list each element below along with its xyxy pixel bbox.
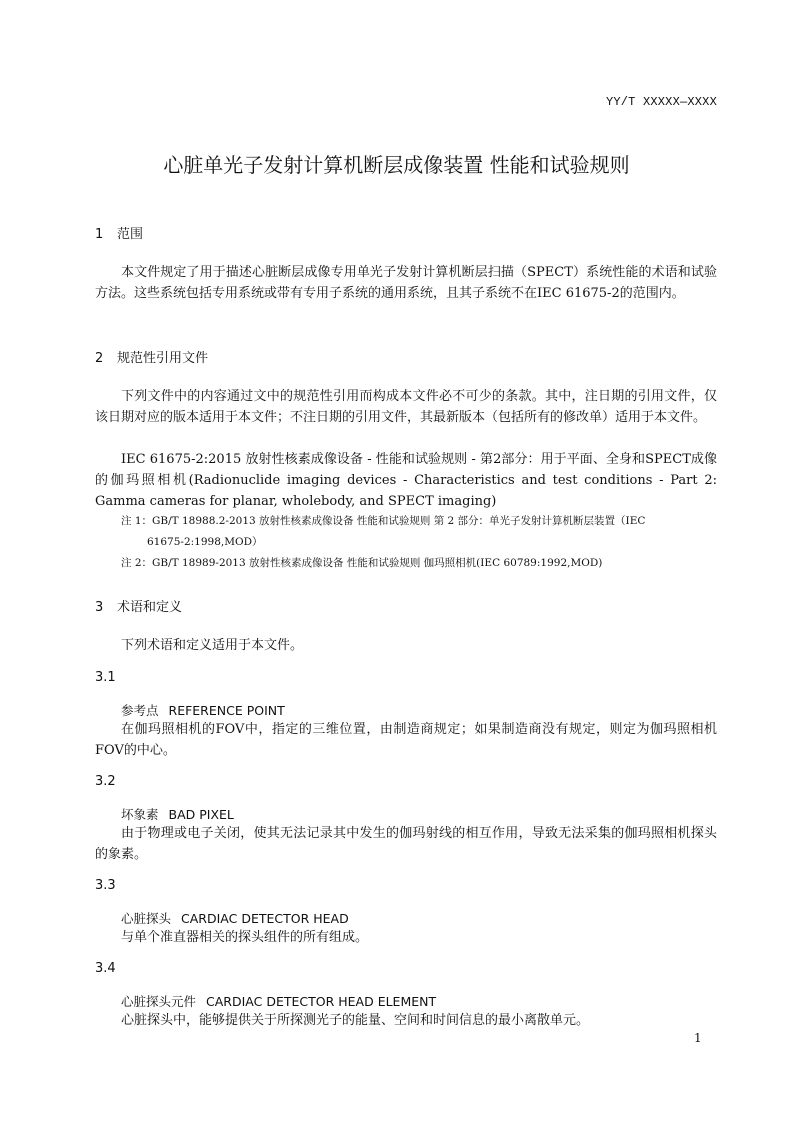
section-3-heading bbox=[95, 596, 182, 615]
term-definition: 与单个准直器相关的探头组件的所有组成。 bbox=[121, 930, 369, 945]
document-number: YY/T XXXXX—XXXX bbox=[605, 95, 717, 109]
term-name bbox=[121, 992, 436, 1010]
term-number: 3.4 bbox=[95, 961, 116, 976]
section-1-title: 范围 bbox=[117, 227, 144, 242]
term-number: 3.3 bbox=[95, 878, 116, 893]
section-1-heading bbox=[95, 223, 143, 242]
section-2-number: 2 bbox=[95, 351, 104, 366]
term-number: 3.2 bbox=[95, 774, 116, 789]
note-1-line-1: 注 1：GB/T 18988.2-2013 放射性核素成像设备 性能和试验规则 第 2 部分：单光子发射计算机断层装置（IEC bbox=[121, 515, 646, 527]
terms-intro: 下列术语和定义适用于本文件。 bbox=[121, 638, 304, 653]
section-1-number: 1 bbox=[95, 227, 104, 242]
term-name-zh: 坏象素 bbox=[121, 807, 159, 822]
normative-reference: IEC 61675-2:2015 放射性核素成像设备 - 性能和试验规则 - 第2部分：用于平面、全身和SPECT成像的伽玛照相机(Radionuclide imaging devices - Characteristics and test conditions - Part 2: Gamma cameras for planar, wholebody, and SPECT imaging) bbox=[95, 452, 717, 509]
term-number: 3.1 bbox=[95, 670, 116, 685]
section-2-heading bbox=[95, 347, 208, 366]
note-1 bbox=[121, 511, 717, 553]
term-name-en: CARDIAC DETECTOR HEAD ELEMENT bbox=[206, 994, 437, 1009]
term-name-zh: 心脏探头 bbox=[121, 911, 172, 926]
section-2-title: 规范性引用文件 bbox=[117, 351, 209, 366]
document-title: 心脏单光子发射计算机断层成像装置 性能和试验规则 bbox=[163, 153, 630, 177]
normative-paragraph: 下列文件中的内容通过文中的规范性引用而构成本文件必不可少的条款。其中，注日期的引用文件，仅该日期对应的版本适用于本文件；不注日期的引用文件，其最新版本（包括所有的修改单）适用于本文件。 bbox=[95, 389, 717, 425]
term-name bbox=[121, 701, 285, 719]
term-name-en: CARDIAC DETECTOR HEAD bbox=[181, 911, 349, 926]
term-name-zh: 心脏探头元件 bbox=[121, 994, 197, 1009]
section-3-number: 3 bbox=[95, 600, 104, 615]
note-2: 注 2：GB/T 18989-2013 放射性核素成像设备 性能和试验规则 伽玛照相机(IEC 60789:1992,MOD) bbox=[121, 557, 603, 569]
term-name bbox=[121, 805, 234, 823]
section-3-title: 术语和定义 bbox=[117, 600, 183, 615]
term-name-zh: 参考点 bbox=[121, 703, 159, 718]
term-name bbox=[121, 909, 349, 927]
term-definition: 在伽玛照相机的FOV中，指定的三维位置，由制造商规定；如果制造商没有规定，则定为伽玛照相机FOV的中心。 bbox=[95, 722, 717, 758]
term-definition: 由于物理或电子关闭，使其无法记录其中发生的伽玛射线的相互作用，导致无法采集的伽玛照相机探头的象素。 bbox=[95, 826, 717, 862]
note-1-line-2: 61675-2:1998,MOD） bbox=[147, 536, 263, 548]
term-name-en: BAD PIXEL bbox=[168, 807, 234, 822]
scope-paragraph: 本文件规定了用于描述心脏断层成像专用单光子发射计算机断层扫描（SPECT）系统性能的术语和试验方法。这些系统包括专用系统或带有专用子系统的通用系统，且其子系统不在IEC 61675-2的范围内。 bbox=[95, 265, 717, 301]
term-name-en: REFERENCE POINT bbox=[168, 703, 285, 718]
term-definition: 心脏探头中，能够提供关于所探测光子的能量、空间和时间信息的最小离散单元。 bbox=[121, 1013, 590, 1028]
page-number: 1 bbox=[694, 1031, 702, 1045]
